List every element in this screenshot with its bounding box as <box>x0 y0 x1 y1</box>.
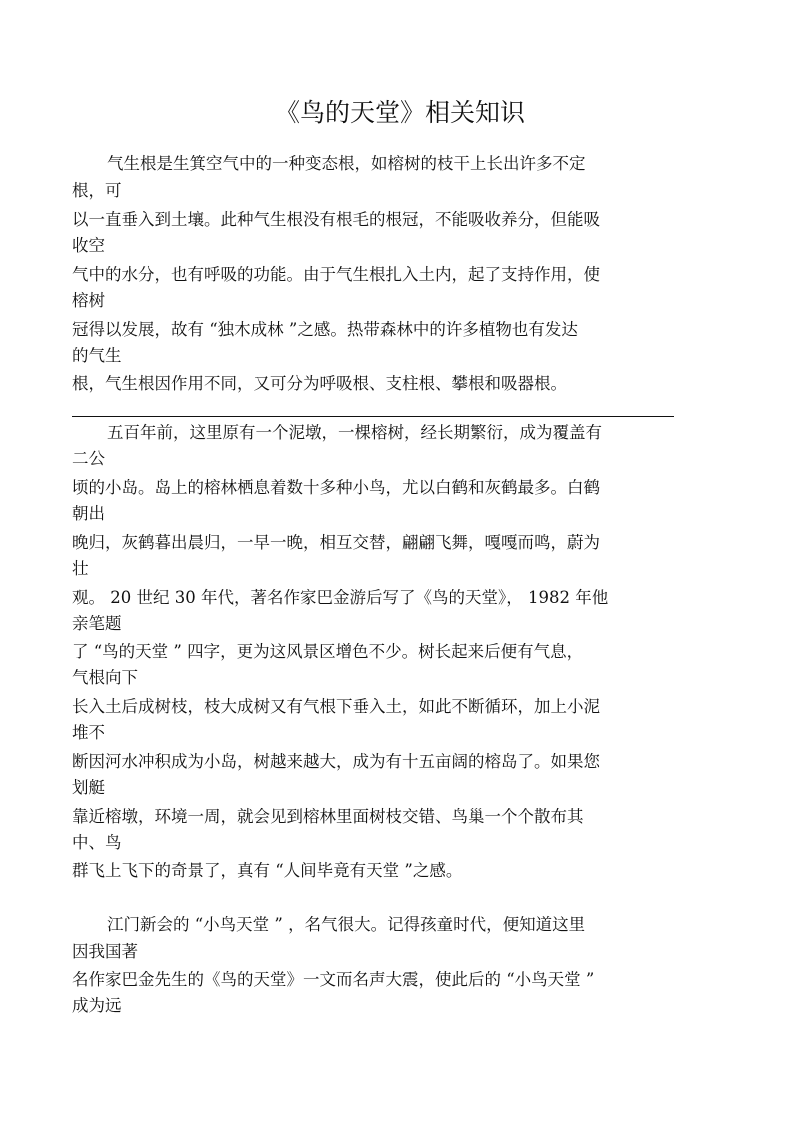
section-divider <box>72 416 674 417</box>
paragraph-line: 顷的小岛。岛上的榕林栖息着数十多种小鸟，尤以白鹤和灰鹤最多。白鹤 <box>72 478 600 497</box>
paragraph-line: 收空 <box>72 236 105 255</box>
paragraph-line: 江门新会的 “小鸟天堂 ” ，名气很大。记得孩童时代，便知道这里 <box>107 915 586 934</box>
paragraph-line: 气根向下 <box>72 668 138 687</box>
paragraph-line: 断因河水冲积成为小岛，树越来越大，成为有十五亩阔的榕岛了。如果您 <box>72 752 600 771</box>
paragraph-line: 气生根是生箕空气中的一种变态根，如榕树的枝干上长出许多不定 <box>107 154 586 173</box>
paragraph-line: 观。 20 世纪 30 年代，著名作家巴金游后写了《鸟的天堂》， 1982 年他 <box>72 588 609 607</box>
paragraph-line: 名作家巴金先生的《鸟的天堂》一文而名声大震，使此后的 “小鸟天堂 ” <box>72 970 595 989</box>
paragraph-line: 榕树 <box>72 291 105 310</box>
paragraph-line: 五百年前，这里原有一个泥墩，一棵榕树，经长期繁衍，成为覆盖有 <box>107 423 602 442</box>
paragraph-line: 成为远 <box>72 996 122 1015</box>
paragraph-line: 亲笔题 <box>72 614 122 633</box>
paragraph-line: 中、鸟 <box>72 833 122 852</box>
paragraph-line: 根，气生根因作用不同，又可分为呼吸根、支柱根、攀根和吸器根。 <box>72 374 567 393</box>
paragraph-line: 根，可 <box>72 181 122 200</box>
paragraph-line: 气中的水分，也有呼吸的功能。由于气生根扎入土内，起了支持作用，使 <box>72 265 600 284</box>
paragraph-line: 划艇 <box>72 778 105 797</box>
paragraph-line: 堆不 <box>72 723 105 742</box>
paragraph-line: 群飞上飞下的奇景了，真有 “人间毕竟有天堂 ”之感。 <box>72 861 463 880</box>
paragraph-line: 以一直垂入到土壤。此种气生根没有根毛的根冠，不能吸收养分，但能吸 <box>72 210 600 229</box>
paragraph-line: 的气生 <box>72 346 122 365</box>
paragraph-line: 了 “鸟的天堂 ” 四字，更为这风景区增色不少。树长起来后便有气息， <box>72 642 584 661</box>
paragraph-line: 朝出 <box>72 504 105 523</box>
paragraph-line: 长入土后成树枝，枝大成树又有气根下垂入土，如此不断循环，加上小泥 <box>72 697 600 716</box>
paragraph-line: 因我国著 <box>72 942 138 961</box>
paragraph-line: 靠近榕墩，环境一周，就会见到榕林里面树枝交错、鸟巢一个个散布其 <box>72 807 584 826</box>
paragraph-line: 壮 <box>72 559 89 578</box>
paragraph-line: 冠得以发展，故有 “独木成林 ”之感。热带森林中的许多植物也有发达 <box>72 320 578 339</box>
paragraph-line: 晚归，灰鹤暮出晨归，一早一晚，相互交替，翩翩飞舞，嘎嘎而鸣，蔚为 <box>72 533 600 552</box>
document-title: 《鸟的天堂》相关知识 <box>274 98 525 127</box>
paragraph-line: 二公 <box>72 449 105 468</box>
